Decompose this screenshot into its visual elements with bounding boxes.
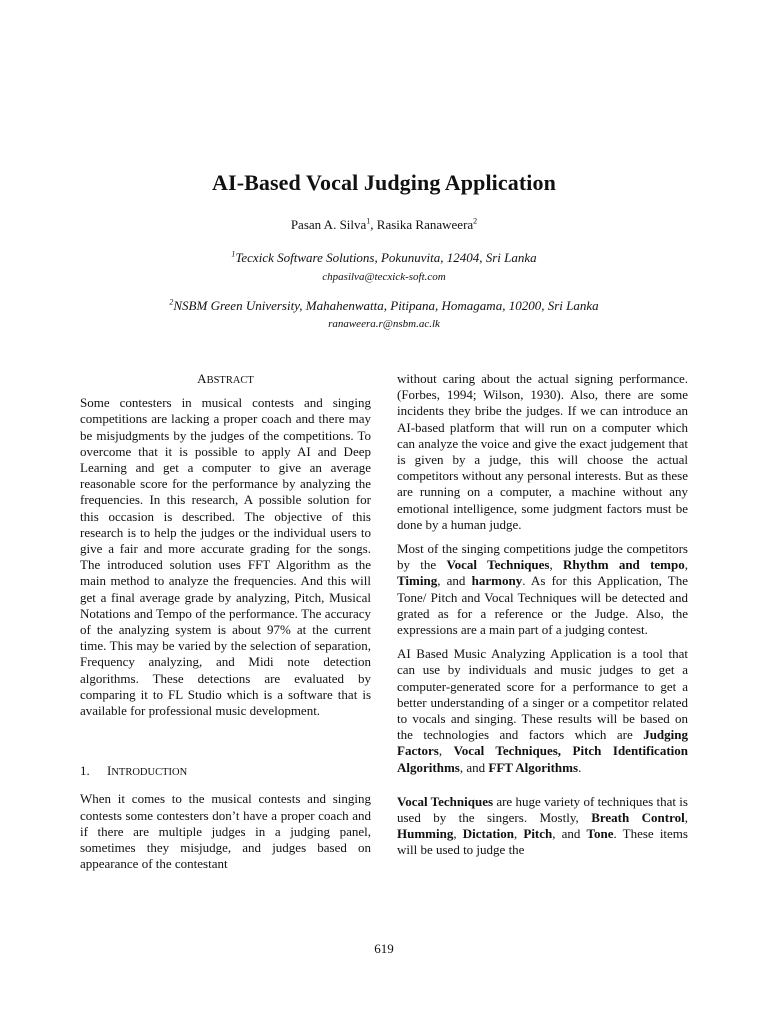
- text-run: , and: [552, 826, 587, 842]
- bold-term: Dictation: [462, 826, 514, 842]
- text-run: ,: [514, 826, 524, 842]
- text-run: . As for this Application, The Tone/ Pitch and Vocal Techniques will be detected and grated as for a reference or the Judge. Also, the expressions are a main part of a judging contest.: [397, 573, 688, 638]
- affiliation-text: NSBM Green University, Mahahenwatta, Pitipana, Homagama, 10200, Sri Lanka: [173, 298, 599, 313]
- bold-term: FFT Algorithms: [488, 759, 579, 775]
- text-run: ,: [684, 810, 688, 826]
- bold-term: Breath Control: [591, 810, 685, 826]
- bold-term: Judging Factors: [397, 727, 688, 759]
- author-affiliation-mark: 1: [366, 216, 371, 226]
- abstract-heading: [80, 371, 371, 389]
- text-run: , and: [459, 759, 489, 775]
- affiliation-2-email: ranaweera.r@nsbm.ac.lk: [328, 318, 440, 330]
- author-line: [0, 217, 768, 233]
- right-column: [397, 371, 688, 867]
- introduction-text: When it comes to the musical contests and singing contests some contesters don’t have a proper coach and if there are multiple judges in a judging panel, sometimes they misjudge, and judges based on appearance of the contestant: [80, 791, 371, 872]
- paper-title: AI-Based Vocal Judging Application: [212, 170, 556, 195]
- bold-term: Humming: [397, 826, 454, 842]
- text-run: . These items will be used to judge the: [397, 826, 688, 858]
- text-run: ,: [453, 826, 463, 842]
- paragraph: [397, 794, 688, 859]
- affiliation-mark: 1: [231, 249, 236, 259]
- affiliation-text: Tecxick Software Solutions, Pokunuvita, 12404, Sri Lanka: [235, 250, 537, 265]
- introduction-heading: [80, 763, 371, 781]
- bold-term: Vocal Techniques: [397, 793, 494, 809]
- text-run: .: [578, 759, 582, 775]
- text-run: are huge variety of techniques that is used by the singers. Mostly,: [397, 793, 688, 826]
- page-number: 619: [374, 941, 394, 956]
- heading-rest: BSTRACT: [206, 375, 254, 386]
- author-name: Pasan A. Silva: [290, 217, 367, 232]
- section-number: 1.: [80, 763, 90, 779]
- text-run: ,: [684, 557, 688, 573]
- text-run: ,: [438, 743, 454, 759]
- bold-term: Timing: [397, 573, 438, 589]
- text-run: ,: [549, 557, 564, 573]
- text-run: Most of the singing competitions judge the competitors by the: [397, 541, 688, 573]
- heading-initial: A: [197, 371, 207, 386]
- bold-term: Vocal Techniques: [446, 557, 550, 573]
- heading-rest: NTRODUCTION: [111, 767, 188, 779]
- abstract-text: Some contesters in musical contests and singing competitions are lacking a proper coach and there may be misjudgments by the judges of the competitions. To overcome that it is possible to apply AI and Deep Learning and get a computer to give an average reasonable score for the performance by analyzing the frequencies. In this research, A possible solution for this occasion is described. The objective of this research is to help the judges or the individual users to give a fair and more accurate grading for the songs. The introduced solution uses FFT Algorithm as the main method to analyze the frequencies. And this will get a final average grade by analyzing, Pitch, Musical Notations and Tempo of the performance. The accuracy of the analyzing system is about 97% at the current time. This may be varied by the selection of separation, Frequency analyzing, and Midi note detection algorithms. These detections are evaluated by comparing it to FL Studio which is a software that is available for professional music development.: [80, 395, 371, 719]
- left-column: [80, 371, 371, 880]
- text-run: AI Based Music Analyzing Application is a tool that can use by individuals and music judges to get a computer-generated score for a performance to get a better understanding of a singer or a competitor related to vocals and singing. These results will be based on the technologies and factors which are: [397, 646, 688, 743]
- paragraph: without caring about the actual signing performance. (Forbes, 1994; Wilson, 1930). Also, there are some incidents they bribe the judges. If we can introduce an AI-based platform that will run on a computer which can analyze the voice and give the exact judgement that is given by a judge, this will choose the actual competitors without any personal interests. But as these are running on a computer, a machine without any emotional intelligence, some judgment factors must be done by a human judge.: [397, 371, 688, 532]
- paragraph: [397, 646, 688, 776]
- author-affiliation-mark: 2: [473, 216, 478, 226]
- author-separator: ,: [370, 217, 377, 232]
- author-name: Rasika Ranaweera: [376, 217, 474, 232]
- affiliation-1: [0, 250, 768, 266]
- bold-term: Tone: [586, 826, 614, 842]
- heading-initial: I: [107, 763, 112, 779]
- affiliation-2: [0, 298, 768, 314]
- bold-term: Rhythm and tempo: [563, 557, 685, 573]
- affiliation-1-email: chpasilva@tecxick-soft.com: [322, 271, 446, 283]
- affiliation-mark: 2: [169, 297, 174, 307]
- bold-term: harmony: [471, 573, 523, 589]
- bold-term: Vocal Techniques, Pitch Identification Algorithms: [397, 743, 689, 775]
- spacer: [397, 784, 688, 794]
- bold-term: Pitch: [523, 826, 553, 842]
- text-run: , and: [437, 573, 472, 589]
- paragraph: [397, 541, 688, 638]
